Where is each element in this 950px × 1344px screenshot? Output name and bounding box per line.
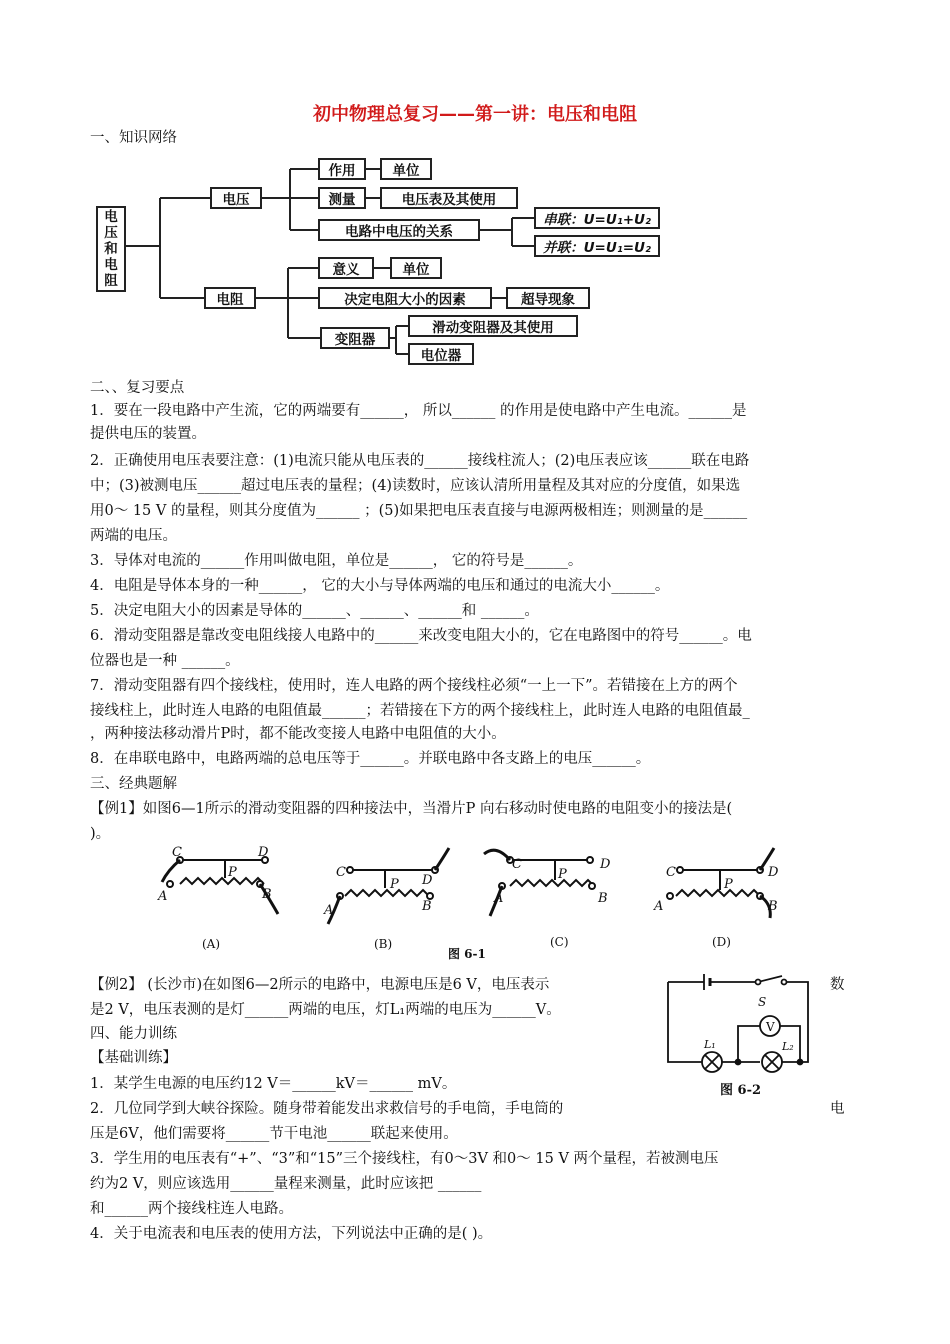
node-voltage-measure: 测量: [318, 187, 366, 209]
terminal-label: D: [768, 865, 779, 880]
terminal-label: A: [654, 899, 664, 914]
point-line: 用0～ 15 V 的量程，则其分度值为______ ；(5)如果把电压表直接与电源两极相连；则测量的是______: [90, 503, 748, 519]
training-tail: 电: [830, 1101, 845, 1117]
point-line: 接线柱上，此时连人电路的电阻值最______；若错接在下方的两个接线柱上，此时连人电路的电阻值最_: [90, 703, 750, 719]
training-line: 约为2 V，则应该选用______量程来测量，此时应该把 ______: [90, 1176, 482, 1192]
terminal-label: D: [600, 857, 611, 872]
terminal-label: A: [324, 903, 334, 918]
terminal-label: D: [422, 873, 433, 888]
lamp-l2-label: L₂: [782, 1040, 794, 1053]
terminal-label: D: [258, 845, 269, 860]
tree-root: [96, 206, 126, 292]
node-voltage: 电压: [210, 187, 262, 209]
point-line: ，两种接法移动滑片P时，都不能改变接人电路中电阻值的大小。: [90, 726, 506, 742]
rheostat-a: [162, 857, 278, 914]
tree-root-char: 压: [104, 225, 118, 241]
node-resistance: 电阻: [204, 287, 256, 309]
training-line: 3．学生用的电压表有“+”、“3”和“15”三个接线柱，有0～3V 和0～ 15 V 两个量程，若被测电压: [90, 1151, 719, 1167]
example2-line: 是2 V，电压表测的是灯______两端的电压，灯L₁两端的电压为______V。: [90, 1002, 561, 1018]
switch-blade: [758, 976, 782, 982]
terminal-label: P: [558, 867, 567, 882]
terminal-label: A: [494, 891, 504, 906]
terminal-label: C: [336, 865, 346, 880]
node-resistance-meaning: 意义: [318, 257, 374, 279]
terminal-label: P: [390, 877, 399, 892]
terminal-label: B: [768, 899, 778, 914]
rheostat-d: [667, 848, 774, 918]
node-resistance-factors: 决定电阻大小的因素: [318, 287, 492, 309]
terminal-label: B: [422, 899, 432, 914]
terminal-label: C: [666, 865, 676, 880]
figure-6-1-caption: 图 6-1: [448, 947, 486, 960]
training-line: 4．关于电流表和电压表的使用方法，下列说法中正确的是( )。: [90, 1226, 493, 1242]
example1-line: )。: [90, 826, 111, 842]
terminal-label: A: [158, 889, 168, 904]
terminal-label: B: [598, 891, 608, 906]
point-line: 7．滑动变阻器有四个接线柱，使用时，连人电路的两个接线柱必须“一上一下”。若错接在上方的两个: [90, 678, 738, 694]
node-voltage-unit: 单位: [380, 158, 432, 180]
terminal-label: C: [172, 845, 182, 860]
terminal-label: P: [228, 865, 237, 880]
point-line: 8．在串联电路中，电路两端的总电压等于______。并联电路中各支路上的电压______。: [90, 751, 651, 767]
tree-root-char: 电: [104, 257, 118, 273]
point-line: 1．要在一段电路中产生流，它的两端要有______， 所以______ 的作用是使电路中产生电流。______是: [90, 403, 747, 419]
node-resistance-unit: 单位: [390, 257, 442, 279]
figure-label-d: (D): [712, 935, 731, 949]
point-line: 3．导体对电流的______作用叫做电阻，单位是______， 它的符号是______。: [90, 553, 583, 569]
point-line: 两端的电压。: [90, 528, 177, 544]
point-line: 4．电阻是导体本身的一种______， 它的大小与导体两端的电压和通过的电流大小______。: [90, 578, 670, 594]
point-line: 位器也是一种 ______。: [90, 653, 240, 669]
figure-6-2-caption: 图 6-2: [720, 1083, 762, 1098]
figure-label-a: (A): [202, 937, 221, 951]
knowledge-tree: [0, 0, 950, 380]
node-rheostat: 变阻器: [320, 327, 390, 349]
terminal-label: B: [262, 887, 272, 902]
terminal-label: P: [724, 877, 733, 892]
section-knowledge-network: 一、知识网络: [90, 130, 177, 146]
figure-label-c: (C): [550, 935, 569, 949]
point-line: 6．滑动变阻器是靠改变电阻线接人电路中的______来改变电阻大小的，它在电路图中的符号______。电: [90, 628, 752, 644]
training-line: 压是6V，他们需要将______节干电池______联起来使用。: [90, 1126, 458, 1142]
rheostat-c: [484, 850, 595, 916]
switch-label: S: [758, 995, 767, 1009]
section-basic-training: 【基础训练】: [90, 1050, 177, 1066]
section-training: 四、能力训练: [90, 1026, 177, 1042]
point-line: 中；(3)被测电压______超过电压表的量程；(4)读数时，应该认清所用量程及其对应的分度值，如果选: [90, 478, 741, 494]
terminal-label: C: [512, 857, 522, 872]
point-line: 提供电压的装置。: [90, 426, 206, 442]
node-superconductivity: 超导现象: [506, 287, 590, 309]
point-line: 2．正确使用电压表要注意：(1)电流只能从电压表的______接线柱流人；(2)电压表应该______联在电路: [90, 453, 750, 469]
section-examples: 三、经典题解: [90, 776, 177, 792]
section-review-points: 二、、复习要点: [90, 380, 185, 396]
tree-root-char: 电: [104, 209, 118, 225]
tree-root-char: 和: [104, 241, 118, 257]
figure-6-1: [150, 840, 810, 960]
tree-root-char: 阻: [104, 273, 118, 289]
node-voltage-relation: 电路中电压的关系: [318, 219, 480, 241]
node-series-formula: 串联：U=U₁+U₂: [534, 207, 660, 229]
node-parallel-formula: 并联：U=U₁=U₂: [534, 235, 660, 257]
example1-line: 【例1】如图6—1所示的滑动变阻器的四种接法中，当滑片P 向右移动时使电路的电阻变小的接法是(: [90, 801, 733, 817]
example2-line: 【例2】 (长沙市)在如图6—2所示的电路中，电源电压是6 V，电压表示: [90, 977, 550, 993]
voltmeter-label: V: [766, 1020, 775, 1034]
example2-tail: 数: [830, 977, 845, 993]
node-potentiometer: 电位器: [408, 343, 474, 365]
node-sliding-rheostat: 滑动变阻器及其使用: [408, 315, 578, 337]
page-title: 初中物理总复习——第一讲：电压和电阻: [313, 104, 637, 125]
lamp-l1-label: L₁: [704, 1038, 716, 1051]
node-voltmeter-use: 电压表及其使用: [380, 187, 518, 209]
training-line: 1．某学生电源的电压约12 V＝______kV＝______ mV。: [90, 1076, 457, 1092]
point-line: 5．决定电阻大小的因素是导体的______、______、______和 ______。: [90, 603, 539, 619]
training-line: 2．几位同学到大峡谷探险。随身带着能发出求救信号的手电筒，手电筒的: [90, 1101, 564, 1117]
training-line: 和______两个接线柱连人电路。: [90, 1201, 293, 1217]
node-voltage-role: 作用: [318, 158, 366, 180]
figure-label-b: (B): [374, 937, 393, 951]
